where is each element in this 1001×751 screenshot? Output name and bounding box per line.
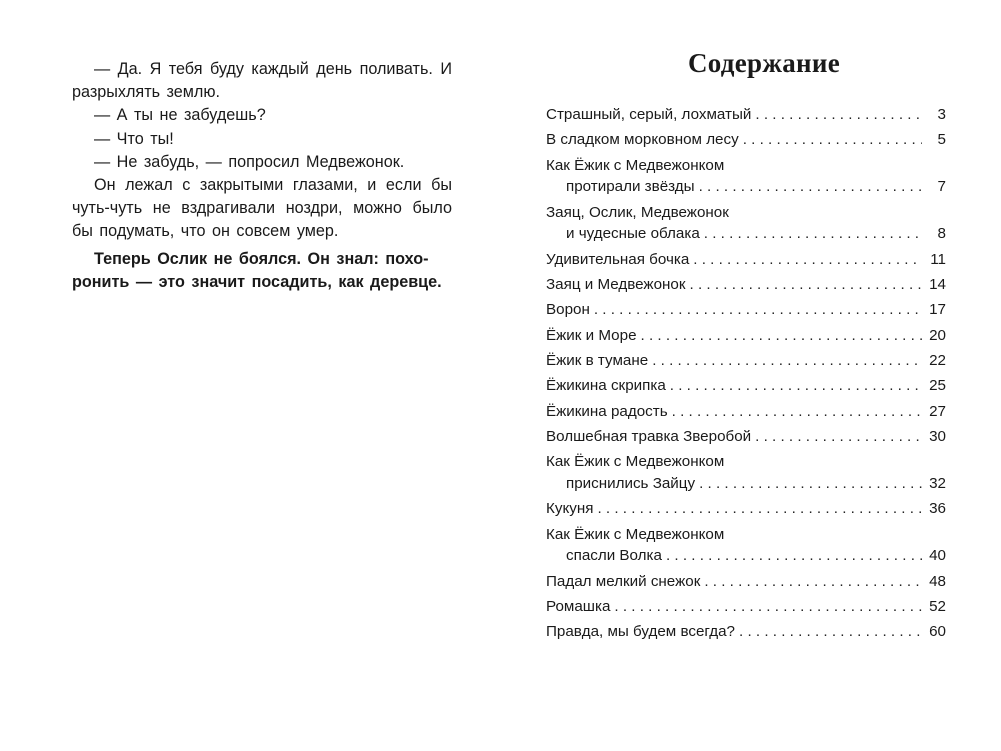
paragraph: — А ты не забудешь? [94,106,266,125]
toc-entry-line [546,524,946,546]
paragraph: — Что ты! [94,129,174,148]
toc-entry-title: Ёжикина скрипка [546,377,666,395]
toc-entry-title: Кукуня [546,500,594,518]
toc-page-number: 52 [929,597,946,615]
toc-entry[interactable] [546,249,946,271]
toc-page-number: 25 [929,377,946,395]
toc-page-number: 30 [929,427,946,445]
paragraph-line: ронить — это значит посадить, как деревце. [72,272,442,291]
toc-dot-leader [704,223,922,245]
toc-entry-title: Как Ёжик с Медвежонком [546,525,725,543]
toc-entry-line [546,223,946,245]
toc-page-number: 36 [929,500,946,518]
toc-dot-leader [704,571,922,593]
toc-dot-leader [739,621,922,643]
toc-entry-line [546,596,946,618]
toc-entry-title: В сладком морковном лесу [546,131,739,149]
toc-dot-leader [641,325,922,347]
toc-list [546,104,946,643]
right-page [546,48,946,647]
toc-entry-title: и чудесные облака [566,225,700,243]
paragraph: — Да. Я тебя буду каждый день поливать. И разрыхлять землю. [72,60,452,102]
toc-entry-line [546,325,946,347]
toc-page-number: 48 [929,572,946,590]
toc-entry[interactable] [546,299,946,321]
toc-entry-line [546,202,946,224]
toc-entry-line [546,155,946,177]
toc-entry-line [546,426,946,448]
toc-entry-title: Как Ёжик с Медвежонком [546,453,725,471]
toc-entry-line [546,498,946,520]
toc-dot-leader [693,249,922,271]
toc-dot-leader [672,401,922,423]
toc-entry-title: Ёжикина радость [546,402,668,420]
toc-page-number: 5 [937,131,946,149]
left-page [72,58,452,294]
toc-entry-line [546,350,946,372]
toc-entry-line [546,571,946,593]
toc-entry[interactable] [546,621,946,643]
toc-dot-leader [594,299,922,321]
toc-dot-leader [597,498,922,520]
toc-entry[interactable] [546,104,946,126]
toc-entry-title: Ромашка [546,597,611,615]
toc-entry[interactable] [546,498,946,520]
toc-entry-title: протирали звёзды [566,178,695,196]
toc-entry-line [546,375,946,397]
toc-page-number: 27 [929,402,946,420]
toc-dot-leader [614,596,922,618]
toc-page-number: 8 [937,225,946,243]
toc-entry-line [546,401,946,423]
toc-page-number: 14 [929,276,946,294]
toc-entry[interactable] [546,325,946,347]
toc-entry-title: Ворон [546,301,590,319]
toc-dot-leader [743,129,922,151]
toc-entry-line [546,274,946,296]
toc-entry-line [546,104,946,126]
toc-entry-title: Как Ёжик с Медвежонком [546,156,725,174]
toc-dot-leader [690,274,922,296]
toc-entry-title: Заяц, Ослик, Медвежонок [546,203,729,221]
toc-entry-line [546,249,946,271]
toc-page-number: 7 [937,178,946,196]
toc-title: Содержание [687,48,841,78]
toc-page-number: 20 [929,326,946,344]
toc-entry-title: Волшебная травка Зверобой [546,427,752,445]
paragraph: — Не забудь, — попросил Медвежонок. [94,152,405,171]
paragraph-line: Теперь Ослик не боялся. Он знал: похо- [94,249,429,268]
toc-entry[interactable] [546,375,946,397]
toc-entry[interactable] [546,129,946,151]
toc-entry[interactable] [546,155,946,199]
toc-entry[interactable] [546,401,946,423]
toc-entry[interactable] [546,274,946,296]
toc-entry[interactable] [546,426,946,448]
toc-dot-leader [666,545,922,567]
toc-entry-title: Ёжик в тумане [546,351,649,369]
toc-entry[interactable] [546,202,946,246]
toc-page-number: 60 [929,623,946,641]
toc-entry-title: спасли Волка [566,547,662,565]
toc-dot-leader [755,426,922,448]
toc-entry-line [546,451,946,473]
toc-entry[interactable] [546,350,946,372]
toc-dot-leader [670,375,922,397]
toc-page-number: 17 [929,301,946,319]
toc-entry-title: приснились Зайцу [566,474,696,492]
toc-page-number: 40 [929,547,946,565]
toc-entry-line [546,176,946,198]
toc-dot-leader [755,104,922,126]
toc-dot-leader [652,350,922,372]
toc-entry-line [546,129,946,151]
toc-entry-title: Страшный, серый, лохматый [546,106,752,123]
toc-dot-leader [699,473,922,495]
paragraph: Он лежал с закрытыми глазами, и если бы чуть-чуть не вздрагивали ноздри, можно было бы подумать, что он совсем умер. [72,176,452,241]
toc-entry-title: Падал мелкий снежок [546,572,701,590]
toc-page-number: 22 [929,351,946,369]
toc-entry[interactable] [546,596,946,618]
toc-dot-leader [699,176,922,198]
paragraph-bold [72,248,452,294]
toc-entry-line [546,473,946,495]
toc-page-number: 11 [930,250,946,268]
toc-entry[interactable] [546,571,946,593]
toc-entry-title: Ёжик и Море [546,326,637,344]
toc-entry-title: Удивительная бочка [546,250,690,268]
toc-entry-title: Правда, мы будем всегда? [546,623,736,641]
toc-entry-title: Заяц и Медвежонок [546,276,686,294]
toc-entry[interactable] [546,524,946,568]
toc-entry-line [546,299,946,321]
toc-page-number: 3 [937,106,946,123]
toc-entry[interactable] [546,451,946,495]
toc-entry-line [546,621,946,643]
toc-entry-line [546,545,946,567]
toc-page-number: 32 [929,474,946,492]
